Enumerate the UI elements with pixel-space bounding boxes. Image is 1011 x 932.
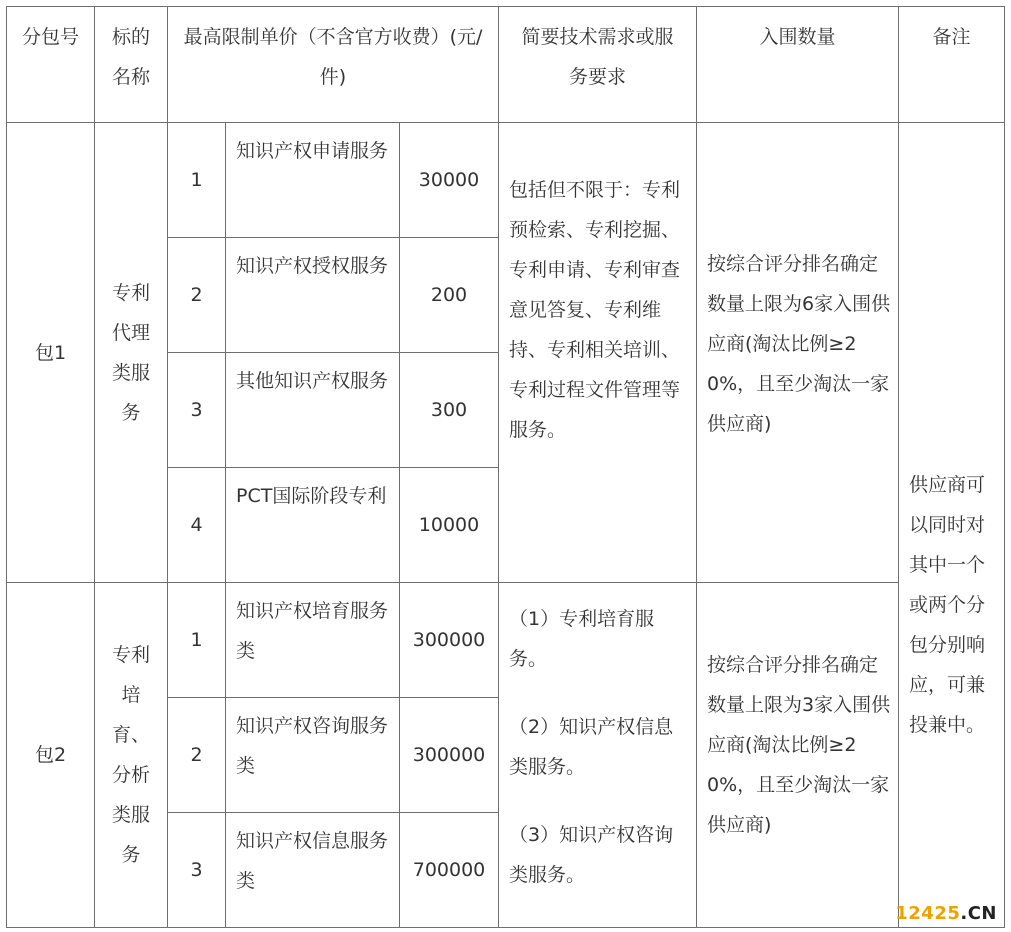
item-service: 知识产权培育服务类 <box>226 583 400 698</box>
procurement-table <box>6 6 1005 928</box>
item-service: 其他知识产权服务 <box>226 353 400 468</box>
package-id: 包1 <box>7 123 95 583</box>
item-no: 4 <box>168 468 226 583</box>
item-service: 知识产权信息服务类 <box>226 813 400 928</box>
package-quantity: 按综合评分排名确定数量上限为6家入围供应商(淘汰比例≥20%，且至少淘汰一家供应商) <box>697 123 899 583</box>
item-no: 2 <box>168 238 226 353</box>
header-remark: 备注 <box>899 7 1005 123</box>
site-watermark <box>895 903 997 924</box>
item-price: 30000 <box>400 123 499 238</box>
item-service: PCT国际阶段专利 <box>226 468 400 583</box>
item-service: 知识产权授权服务 <box>226 238 400 353</box>
header-row <box>7 7 1005 123</box>
package-requirements <box>499 583 697 928</box>
table-row <box>7 583 1005 698</box>
item-no: 3 <box>168 353 226 468</box>
header-quantity: 入围数量 <box>697 7 899 123</box>
package-name: 专利代理类服务 <box>95 123 168 583</box>
item-no: 1 <box>168 123 226 238</box>
item-price: 10000 <box>400 468 499 583</box>
requirement-item: （3）知识产权咨询类服务。 <box>509 824 674 886</box>
watermark-domain: .CN <box>960 903 997 924</box>
remark: 供应商可以同时对其中一个或两个分包分别响应，可兼投兼中。 <box>899 123 1005 928</box>
package-id: 包2 <box>7 583 95 928</box>
package-requirement: 包括但不限于：专利预检索、专利挖掘、专利申请、专利审查意见答复、专利维持、专利相关培训、专利过程文件管理等服务。 <box>499 123 697 583</box>
requirement-item: （1）专利培育服务。 <box>509 608 655 670</box>
header-price: 最高限制单价（不含官方收费）(元/件) <box>168 7 499 123</box>
requirement-item: （2）知识产权信息类服务。 <box>509 716 674 778</box>
package-name: 专利培育、分析类服务 <box>95 583 168 928</box>
item-price: 300 <box>400 353 499 468</box>
package-quantity: 按综合评分排名确定数量上限为3家入围供应商(淘汰比例≥20%，且至少淘汰一家供应商) <box>697 583 899 928</box>
watermark-number: 12425 <box>895 903 961 924</box>
header-package: 分包号 <box>7 7 95 123</box>
item-no: 2 <box>168 698 226 813</box>
item-no: 3 <box>168 813 226 928</box>
item-price: 700000 <box>400 813 499 928</box>
header-name: 标的名称 <box>95 7 168 123</box>
item-price: 300000 <box>400 698 499 813</box>
item-price: 200 <box>400 238 499 353</box>
item-service: 知识产权申请服务 <box>226 123 400 238</box>
item-price: 300000 <box>400 583 499 698</box>
item-service: 知识产权咨询服务类 <box>226 698 400 813</box>
header-requirement: 简要技术需求或服务要求 <box>499 7 697 123</box>
table-row <box>7 123 1005 238</box>
item-no: 1 <box>168 583 226 698</box>
